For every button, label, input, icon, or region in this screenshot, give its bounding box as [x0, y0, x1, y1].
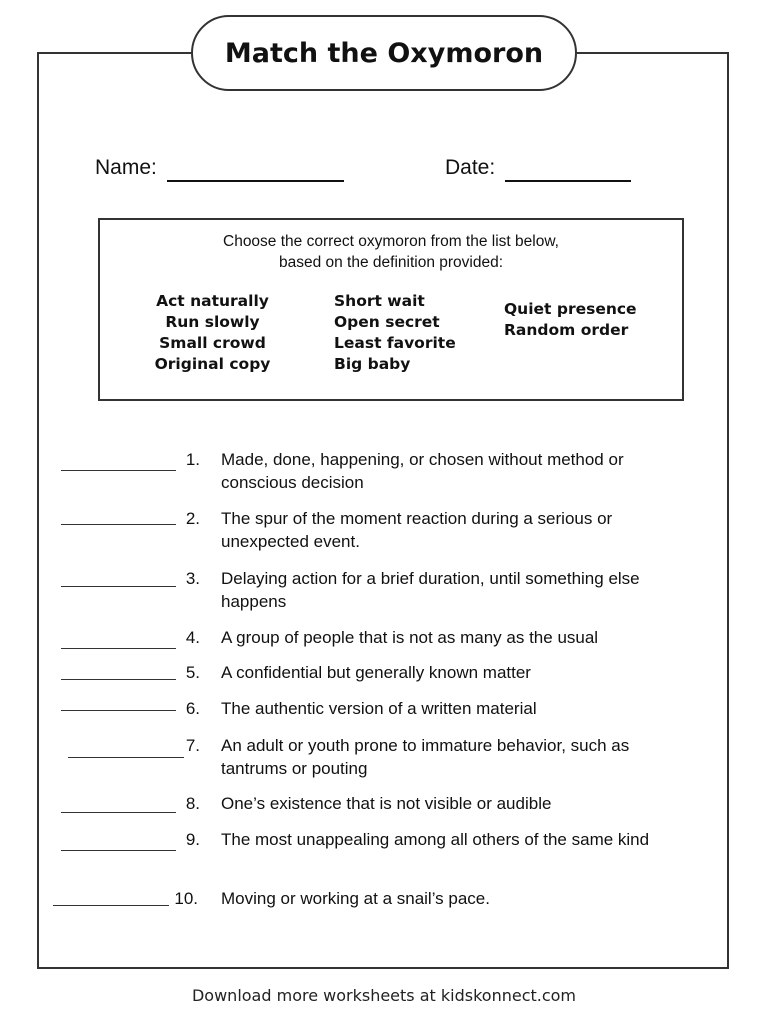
answer-blank[interactable] [61, 648, 176, 649]
answer-blank[interactable] [61, 812, 176, 813]
word-bank-item: Short wait [334, 292, 425, 310]
instructions-line-2: based on the definition provided: [278, 254, 504, 271]
question-text: Delaying action for a brief duration, until something else happens [221, 569, 640, 611]
question-number: 6. [185, 699, 200, 718]
date-field-line[interactable] [505, 180, 631, 182]
question-text: A confidential but generally known matter [221, 663, 531, 682]
word-bank-item: Act naturally [156, 292, 269, 310]
word-bank-column-1 [140, 291, 285, 375]
question-text: The most unappealing among all others of the same kind [221, 830, 650, 849]
answer-blank[interactable] [53, 905, 169, 906]
answer-blank[interactable] [61, 470, 176, 471]
instructions-line-1: Choose the correct oxymoron from the list below, [223, 233, 559, 250]
page-title: Match the Oxymoron [224, 37, 544, 69]
question-text: Moving or working at a snail’s pace. [221, 889, 490, 908]
question-text: One’s existence that is not visible or audible [221, 794, 552, 813]
word-bank-item: Original copy [154, 355, 271, 373]
date-label: Date: [445, 156, 496, 179]
word-bank-column-3 [504, 299, 637, 341]
word-bank-item: Random order [504, 321, 629, 339]
answer-blank[interactable] [68, 757, 184, 758]
word-bank-item: Open secret [334, 313, 440, 331]
name-label: Name: [95, 156, 157, 179]
question-number: 8. [185, 794, 200, 813]
word-bank-item: Small crowd [159, 334, 266, 352]
answer-blank[interactable] [61, 850, 176, 851]
word-bank-item: Quiet presence [504, 300, 637, 318]
word-bank-column-2 [334, 291, 456, 375]
question-number: 7. [185, 736, 200, 755]
word-bank-box [98, 218, 684, 401]
answer-blank[interactable] [61, 679, 176, 680]
footer-text: Download more worksheets at kidskonnect.com [191, 986, 577, 1005]
question-number: 3. [185, 569, 200, 588]
question-number: 9. [185, 830, 200, 849]
question-number: 4. [185, 628, 200, 647]
question-number: 10. [174, 889, 198, 908]
word-bank-item: Run slowly [165, 313, 260, 331]
question-number: 5. [185, 663, 200, 682]
question-text: A group of people that is not as many as the usual [221, 628, 599, 647]
question-text: The authentic version of a written material [221, 699, 537, 718]
question-text: An adult or youth prone to immature behavior, such as tantrums or pouting [221, 736, 630, 778]
question-number: 2. [185, 509, 200, 528]
answer-blank[interactable] [61, 710, 176, 711]
question-text: Made, done, happening, or chosen without method or conscious decision [221, 450, 624, 492]
question-number: 1. [185, 450, 200, 469]
answer-blank[interactable] [61, 586, 176, 587]
answer-blank[interactable] [61, 524, 176, 525]
title-banner [191, 15, 577, 91]
question-text: The spur of the moment reaction during a serious or unexpected event. [221, 509, 613, 551]
name-field-line[interactable] [167, 180, 344, 182]
word-bank-item: Big baby [334, 355, 411, 373]
instructions [100, 231, 682, 273]
word-bank-item: Least favorite [334, 334, 456, 352]
